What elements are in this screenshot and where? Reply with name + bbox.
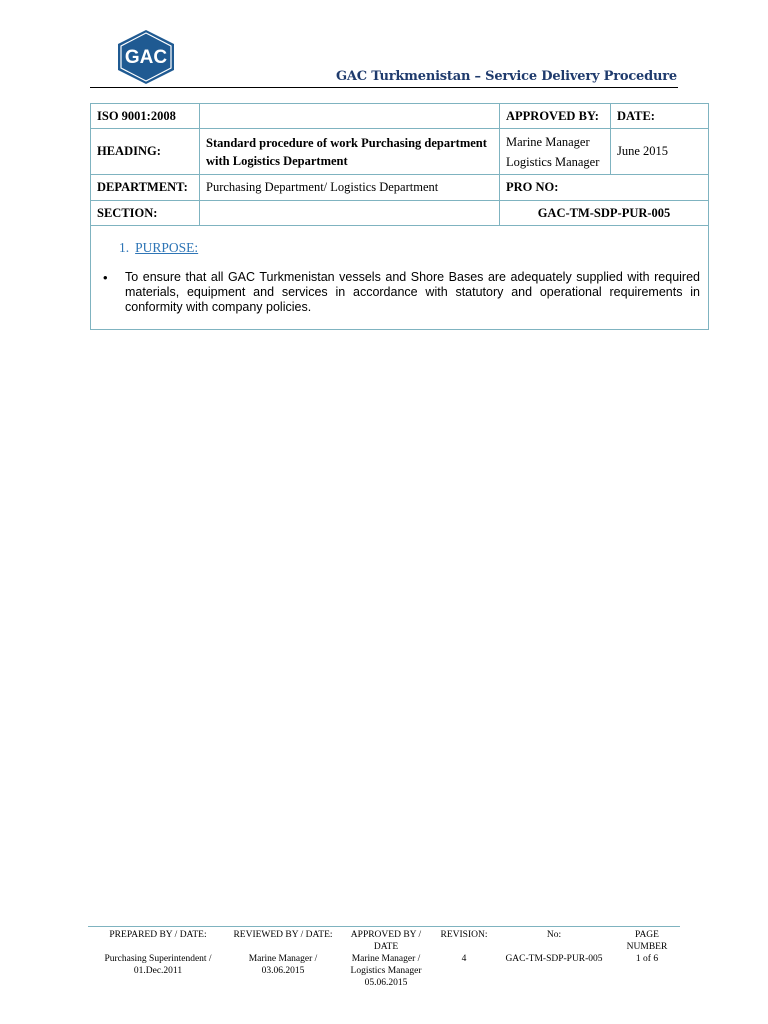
footer-number xyxy=(494,929,614,989)
table-row xyxy=(91,175,709,201)
list-item xyxy=(99,270,700,315)
reviewed-header: REVIEWED BY / DATE: xyxy=(233,930,333,940)
svg-text:GAC: GAC xyxy=(124,47,168,68)
prepared-value: Purchasing Superintendent / 01.Dec.2011 xyxy=(104,954,212,976)
footer-divider xyxy=(88,926,680,927)
section-value xyxy=(200,201,500,226)
table-row xyxy=(91,201,709,226)
revision-header: REVISION: xyxy=(440,930,488,940)
document-control-table xyxy=(90,103,709,330)
section-label: SECTION: xyxy=(91,201,200,226)
table-row xyxy=(91,129,709,175)
department-value: Purchasing Department/ Logistics Department xyxy=(200,175,500,201)
footer-page xyxy=(614,929,680,989)
revision-value: 4 xyxy=(461,954,467,964)
iso-blank-cell xyxy=(200,104,500,129)
approved-header: APPROVED BY / DATE xyxy=(350,930,422,952)
footer-reviewed xyxy=(228,929,338,989)
purpose-section xyxy=(91,226,709,330)
approved-value: Marine Manager / Logistics Manager 05.06.2015 xyxy=(350,954,422,988)
approvers-cell xyxy=(500,129,611,175)
pro-no-value: GAC-TM-SDP-PUR-005 xyxy=(500,201,709,226)
heading-label: HEADING: xyxy=(91,129,200,175)
date-value: June 2015 xyxy=(611,129,709,175)
department-label: DEPARTMENT: xyxy=(91,175,200,201)
iso-label: ISO 9001:2008 xyxy=(91,104,200,129)
gac-logo xyxy=(114,29,178,85)
document-header-title: GAC Turkmenistan – Service Delivery Procedure xyxy=(335,69,677,84)
purpose-number: 1. xyxy=(119,240,130,255)
date-label: DATE: xyxy=(611,104,709,129)
header-divider xyxy=(90,87,678,88)
purpose-text: To ensure that all GAC Turkmenistan vessels and Shore Bases are adequately supplied with required materials, equipment and services in accordance with statutory and operational requirements in conformity with company policies. xyxy=(125,270,700,314)
footer-revision xyxy=(434,929,494,989)
bullet-icon: • xyxy=(103,270,108,285)
approver-marine-manager: Marine Manager xyxy=(506,134,590,149)
pro-no-label: PRO NO: xyxy=(500,175,709,201)
page-header: PAGE NUMBER xyxy=(626,930,668,952)
table-row xyxy=(91,104,709,129)
page-value: 1 of 6 xyxy=(635,954,659,964)
table-row xyxy=(91,226,709,330)
purpose-heading: PURPOSE: xyxy=(135,240,199,255)
document-footer xyxy=(88,929,680,989)
number-value: GAC-TM-SDP-PUR-005 xyxy=(505,954,603,964)
prepared-header: PREPARED BY / DATE: xyxy=(109,930,207,940)
reviewed-value: Marine Manager / 03.06.2015 xyxy=(248,954,318,976)
approver-logistics-manager: Logistics Manager xyxy=(506,154,600,169)
heading-value: Standard procedure of work Purchasing department with Logistics Department xyxy=(200,129,500,175)
approved-by-label: APPROVED BY: xyxy=(500,104,611,129)
footer-prepared xyxy=(88,929,228,989)
number-header: No: xyxy=(546,930,562,940)
footer-approved xyxy=(338,929,434,989)
